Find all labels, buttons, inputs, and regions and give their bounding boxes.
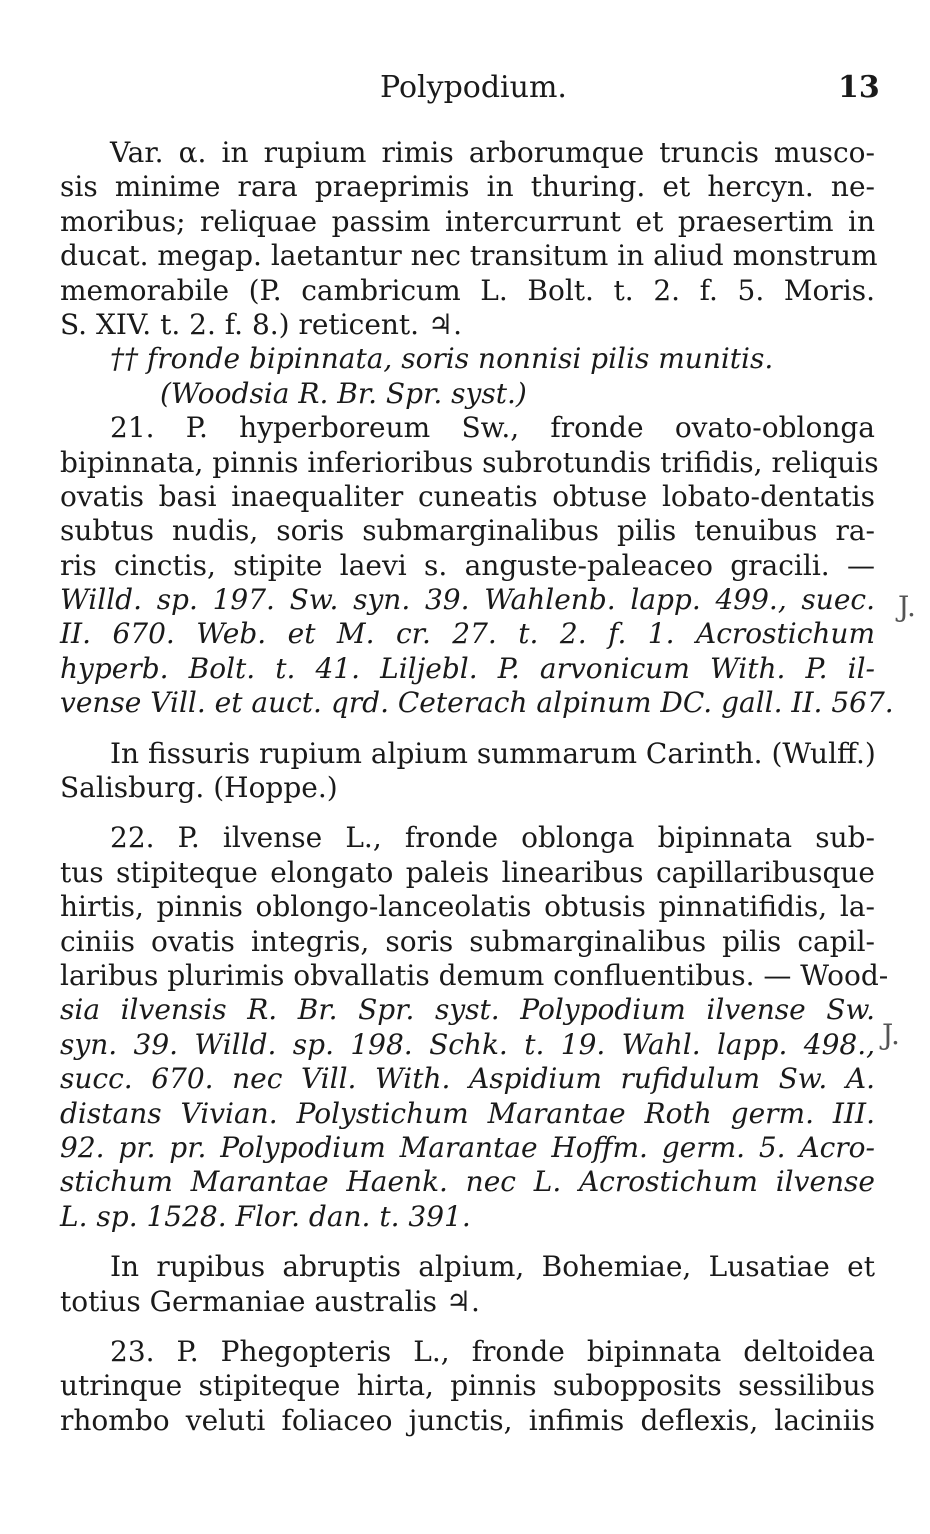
text-line: II. 670. Web. et M. cr. 27. t. 2. f. 1. Acrostichum	[60, 617, 875, 651]
paragraph-gap	[60, 1234, 875, 1250]
text-line: moribus; reliquae passim intercurrunt et praesertim in	[60, 204, 875, 238]
text-line: 92. pr. pr. Polypodium Marantae Hoffm. germ. 5. Acro-	[60, 1130, 875, 1164]
text-line: utrinque stipiteque hirta, pinnis subopposits sessilibus	[60, 1369, 875, 1403]
paragraph-gap	[60, 805, 875, 821]
paragraph-gap	[60, 1319, 875, 1335]
habitat-line: In rupibus abruptis alpium, Bohemiae, Lusatiae et	[110, 1250, 875, 1284]
text-line: ciniis ovatis integris, soris submarginalibus pilis capil-	[60, 924, 875, 958]
text-line: sis minime rara praeprimis in thuring. et hercyn. ne-	[60, 170, 875, 204]
text-line: sia ilvensis R. Br. Spr. syst. Polypodium ilvense Sw.	[60, 993, 875, 1027]
text-line: hirtis, pinnis oblongo-lanceolatis obtusis pinnatifidis, la-	[60, 890, 875, 924]
species-heading: 23. P. Phegopteris L., fronde bipinnata deltoidea	[110, 1334, 875, 1368]
text-line: laribus plurimis obvallatis demum confluentibus. — Wood-	[60, 958, 889, 992]
text-line: ris cinctis, stipite laevi s. anguste-paleaceo gracili. —	[60, 548, 875, 582]
text-line: succ. 670. nec Vill. With. Aspidium rufidulum Sw. A.	[60, 1062, 875, 1096]
section-heading: †† fronde bipinnata, soris nonnisi pilis munitis.	[110, 342, 774, 376]
text-line: syn. 39. Willd. sp. 198. Schk. t. 19. Wahl. lapp. 498.,	[60, 1027, 875, 1061]
text-line: vense Vill. et auct. qrd. Ceterach alpinum DC. gall. II. 567.	[60, 686, 894, 720]
text-line: rhombo veluti foliaceo junctis, infimis deflexis, laciniis	[60, 1403, 875, 1437]
text-line: hyperb. Bolt. t. 41. Liljebl. P. arvonicum With. P. il-	[60, 651, 875, 685]
habitat-line: Salisburg. (Hoppe.)	[60, 771, 338, 805]
text-line: ducat. megap. laetantur nec transitum in aliud monstrum	[60, 239, 878, 273]
text-line: ovatis basi inaequaliter cuneatis obtuse lobato-dentatis	[60, 479, 875, 513]
page-number: 13	[838, 70, 880, 105]
section-heading: (Woodsia R. Br. Spr. syst.)	[160, 376, 527, 410]
margin-annotation: J.	[882, 1018, 900, 1051]
habitat-line: totius Germaniae australis ♃.	[60, 1284, 480, 1318]
text-line: Var. α. in rupium rimis arborumque truncis musco-	[110, 136, 875, 169]
text-line: S. XIV. t. 2. f. 8.) reticent. ♃.	[60, 307, 462, 341]
running-title: Polypodium.	[380, 70, 567, 105]
text-line: stichum Marantae Haenk. nec L. Acrostichum ilvense	[60, 1165, 875, 1199]
text-line: Willd. sp. 197. Sw. syn. 39. Wahlenb. lapp. 499., suec.	[60, 583, 875, 617]
running-header	[0, 70, 930, 110]
text-line: memorabile (P. cambricum L. Bolt. t. 2. f. 5. Moris.	[60, 273, 875, 307]
text-line: distans Vivian. Polystichum Marantae Roth germ. III.	[60, 1096, 875, 1130]
text-line: bipinnata, pinnis inferioribus subrotundis trifidis, reliquis	[60, 445, 879, 479]
paragraph-gap	[60, 721, 875, 737]
species-heading: 21. P. hyperboreum Sw., fronde ovato-oblonga	[110, 411, 875, 445]
text-line: tus stipiteque elongato paleis linearibus capillaribusque	[60, 855, 875, 889]
species-heading: 22. P. ilvense L., fronde oblonga bipinnata sub-	[110, 821, 875, 855]
habitat-line: In fissuris rupium alpium summarum Carinth. (Wulff.)	[110, 736, 876, 770]
text-line: L. sp. 1528. Flor. dan. t. 391.	[60, 1199, 471, 1233]
margin-annotation: J.	[898, 590, 916, 623]
page-body	[60, 136, 894, 1438]
text-line: subtus nudis, soris submarginalibus pilis tenuibus ra-	[60, 514, 875, 548]
